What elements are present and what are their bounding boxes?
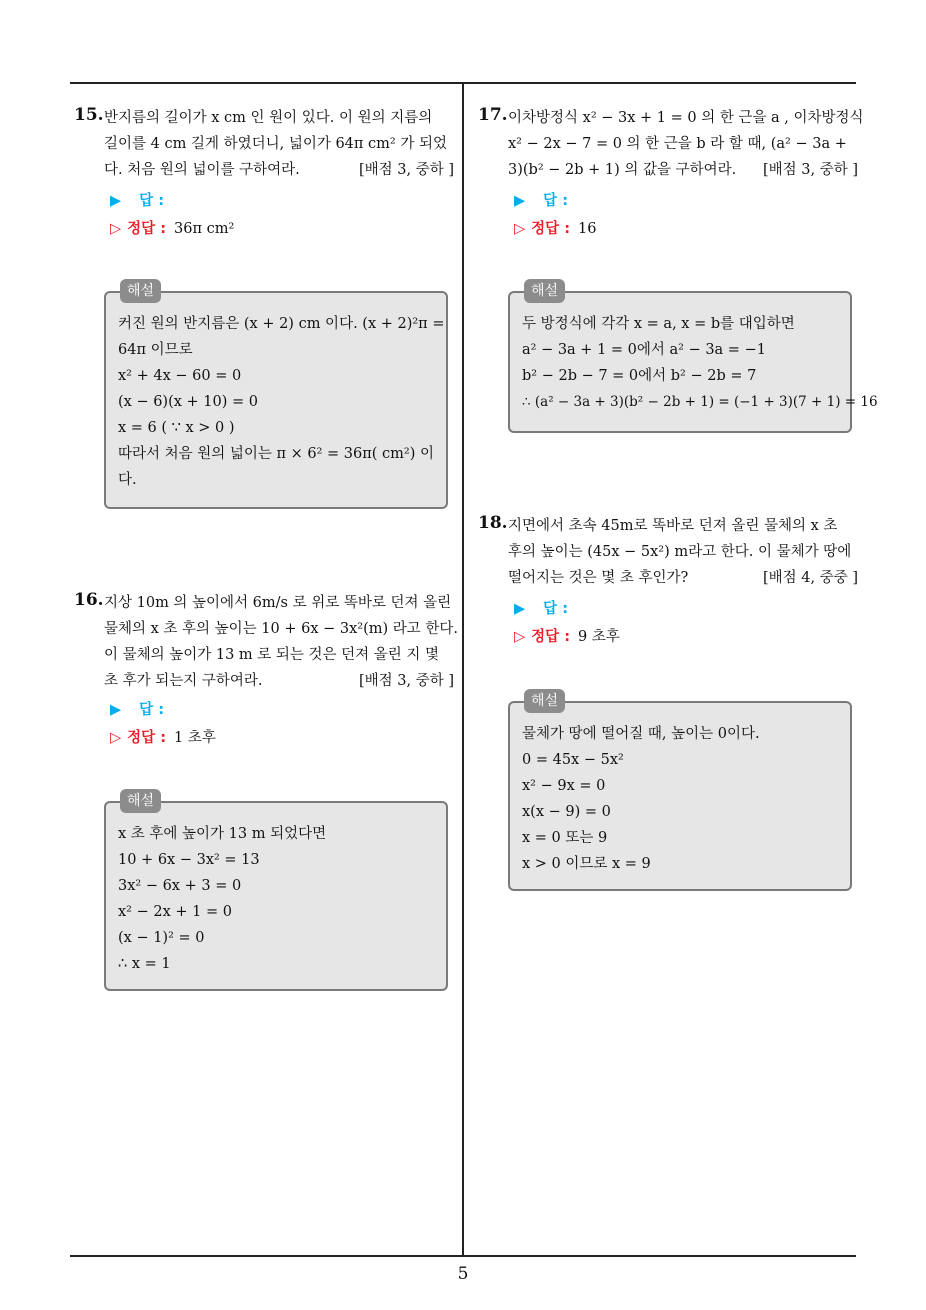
solution-line: x = 0 또는 9 xyxy=(522,830,608,846)
correct-label: ▷ 정답 : xyxy=(514,221,571,237)
answer-label: ▶ 답 : xyxy=(110,193,165,209)
answer-label: ▶ 답 : xyxy=(110,702,165,718)
solution-tag: 해설 xyxy=(120,279,161,303)
question-line: x² − 2x − 7 = 0 의 한 근을 b 라 할 때, (a² − 3a + xyxy=(508,136,847,152)
points-label: [배점 4, 중중 ] xyxy=(762,570,858,586)
column-divider xyxy=(462,82,464,1256)
solution-line: 다. xyxy=(118,472,137,488)
solution-line: x² + 4x − 60 = 0 xyxy=(118,368,242,384)
question-text xyxy=(508,513,858,591)
outline-triangle-icon: ▷ xyxy=(110,221,122,237)
solution-box xyxy=(104,283,448,509)
answer-label: ▶ 답 : xyxy=(514,601,569,617)
correct-label: ▷ 정답 : xyxy=(514,629,571,645)
answer-label: ▶ 답 : xyxy=(514,193,569,209)
solution-lines xyxy=(118,821,436,977)
solution-line: x 초 후에 높이가 13 m 되었다면 xyxy=(118,826,327,842)
correct-value: 9 초후 xyxy=(578,629,620,645)
solution-line: 10 + 6x − 3x² = 13 xyxy=(118,852,260,868)
question-text xyxy=(104,105,454,183)
points-label: [배점 3, 중하 ] xyxy=(358,162,454,178)
question-last-line xyxy=(104,157,454,183)
question-line: 반지름의 길이가 x cm 인 원이 있다. 이 원의 지름의 xyxy=(104,110,433,126)
solution-line: x(x − 9) = 0 xyxy=(522,804,611,820)
correct-value: 16 xyxy=(578,221,597,237)
question-line: 다. 처음 원의 넓이를 구하여라. xyxy=(104,162,300,178)
solution-lines xyxy=(118,311,445,493)
solution-line: 3x² − 6x + 3 = 0 xyxy=(118,878,242,894)
solution-box xyxy=(508,283,878,433)
question-last-line xyxy=(508,565,858,591)
answer-row xyxy=(110,698,164,719)
solution-line: 물체가 땅에 떨어질 때, 높이는 0이다. xyxy=(522,726,760,742)
answer-row xyxy=(514,597,568,618)
question-line: 떨어지는 것은 몇 초 후인가? xyxy=(508,570,689,586)
problem-number: 15. xyxy=(74,105,104,125)
problem-number: 17. xyxy=(478,105,508,125)
play-triangle-icon: ▶ xyxy=(110,193,122,209)
question-text xyxy=(104,590,459,694)
solution-line: (x − 6)(x + 10) = 0 xyxy=(118,394,258,410)
problem-number: 16. xyxy=(74,590,104,610)
solution-line: 두 방정식에 각각 x = a, x = b를 대입하면 xyxy=(522,316,795,332)
solution-line: a² − 3a + 1 = 0에서 a² − 3a = −1 xyxy=(522,342,766,358)
correct-label: ▷ 정답 : xyxy=(110,221,167,237)
correct-answer-row xyxy=(514,217,596,238)
solution-line: ∴ x = 1 xyxy=(118,956,171,972)
solution-line: 커진 원의 반지름은 (x + 2) cm 이다. (x + 2)²π = xyxy=(118,316,445,332)
play-triangle-icon: ▶ xyxy=(514,601,526,617)
outline-triangle-icon: ▷ xyxy=(514,629,526,645)
question-line: 3)(b² − 2b + 1) 의 값을 구하여라. xyxy=(508,162,737,178)
question-line: 초 후가 되는지 구하여라. xyxy=(104,673,263,689)
question-line: 물체의 x 초 후의 높이는 10 + 6x − 3x²(m) 라고 한다. xyxy=(104,621,459,637)
solution-tag: 해설 xyxy=(524,279,565,303)
outline-triangle-icon: ▷ xyxy=(514,221,526,237)
correct-value: 1 초후 xyxy=(174,730,216,746)
solution-line: (x − 1)² = 0 xyxy=(118,930,205,946)
solution-line: ∴ (a² − 3a + 3)(b² − 2b + 1) = (−1 + 3)(7 + 1) = 16 xyxy=(522,394,878,410)
correct-answer-row xyxy=(110,726,216,747)
solution-line: 0 = 45x − 5x² xyxy=(522,752,624,768)
outline-triangle-icon: ▷ xyxy=(110,730,122,746)
solution-line: x² − 2x + 1 = 0 xyxy=(118,904,232,920)
points-label: [배점 3, 중하 ] xyxy=(358,673,454,689)
play-triangle-icon: ▶ xyxy=(110,702,122,718)
bottom-rule xyxy=(70,1255,856,1257)
correct-answer-row xyxy=(514,625,620,646)
correct-label: ▷ 정답 : xyxy=(110,730,167,746)
question-last-line xyxy=(508,157,858,183)
solution-lines xyxy=(522,311,878,415)
question-line: 지면에서 초속 45m로 똑바로 던져 올린 물체의 x 초 xyxy=(508,518,838,534)
problem-number: 18. xyxy=(478,513,508,533)
solution-line: 64π 이므로 xyxy=(118,342,193,358)
question-line: 지상 10m 의 높이에서 6m/s 로 위로 똑바로 던져 올린 xyxy=(104,595,452,611)
solution-box xyxy=(508,693,852,891)
solution-tag: 해설 xyxy=(120,789,161,813)
points-label: [배점 3, 중하 ] xyxy=(762,162,858,178)
question-last-line xyxy=(104,668,454,694)
solution-line: x = 6 ( ∵ x > 0 ) xyxy=(118,420,235,436)
correct-answer-row xyxy=(110,217,234,238)
solution-line: b² − 2b − 7 = 0에서 b² − 2b = 7 xyxy=(522,368,757,384)
question-line: 후의 높이는 (45x − 5x²) m라고 한다. 이 물체가 땅에 xyxy=(508,544,852,560)
solution-tag: 해설 xyxy=(524,689,565,713)
question-line: 길이를 4 cm 길게 하였더니, 넓이가 64π cm² 가 되었 xyxy=(104,136,447,152)
answer-row xyxy=(514,189,568,210)
question-line: 이차방정식 x² − 3x + 1 = 0 의 한 근을 a , 이차방정식 xyxy=(508,110,864,126)
correct-value: 36π cm² xyxy=(174,221,235,237)
solution-lines xyxy=(522,721,840,877)
solution-line: x² − 9x = 0 xyxy=(522,778,606,794)
answer-row xyxy=(110,189,164,210)
page-number: 5 xyxy=(457,1264,469,1284)
question-line: 이 물체의 높이가 13 m 로 되는 것은 던져 올린 지 몇 xyxy=(104,647,440,663)
solution-line: 따라서 처음 원의 넓이는 π × 6² = 36π( cm²) 이 xyxy=(118,446,435,462)
solution-line: x > 0 이므로 x = 9 xyxy=(522,856,651,872)
play-triangle-icon: ▶ xyxy=(514,193,526,209)
solution-box xyxy=(104,793,448,991)
question-text xyxy=(508,105,864,183)
